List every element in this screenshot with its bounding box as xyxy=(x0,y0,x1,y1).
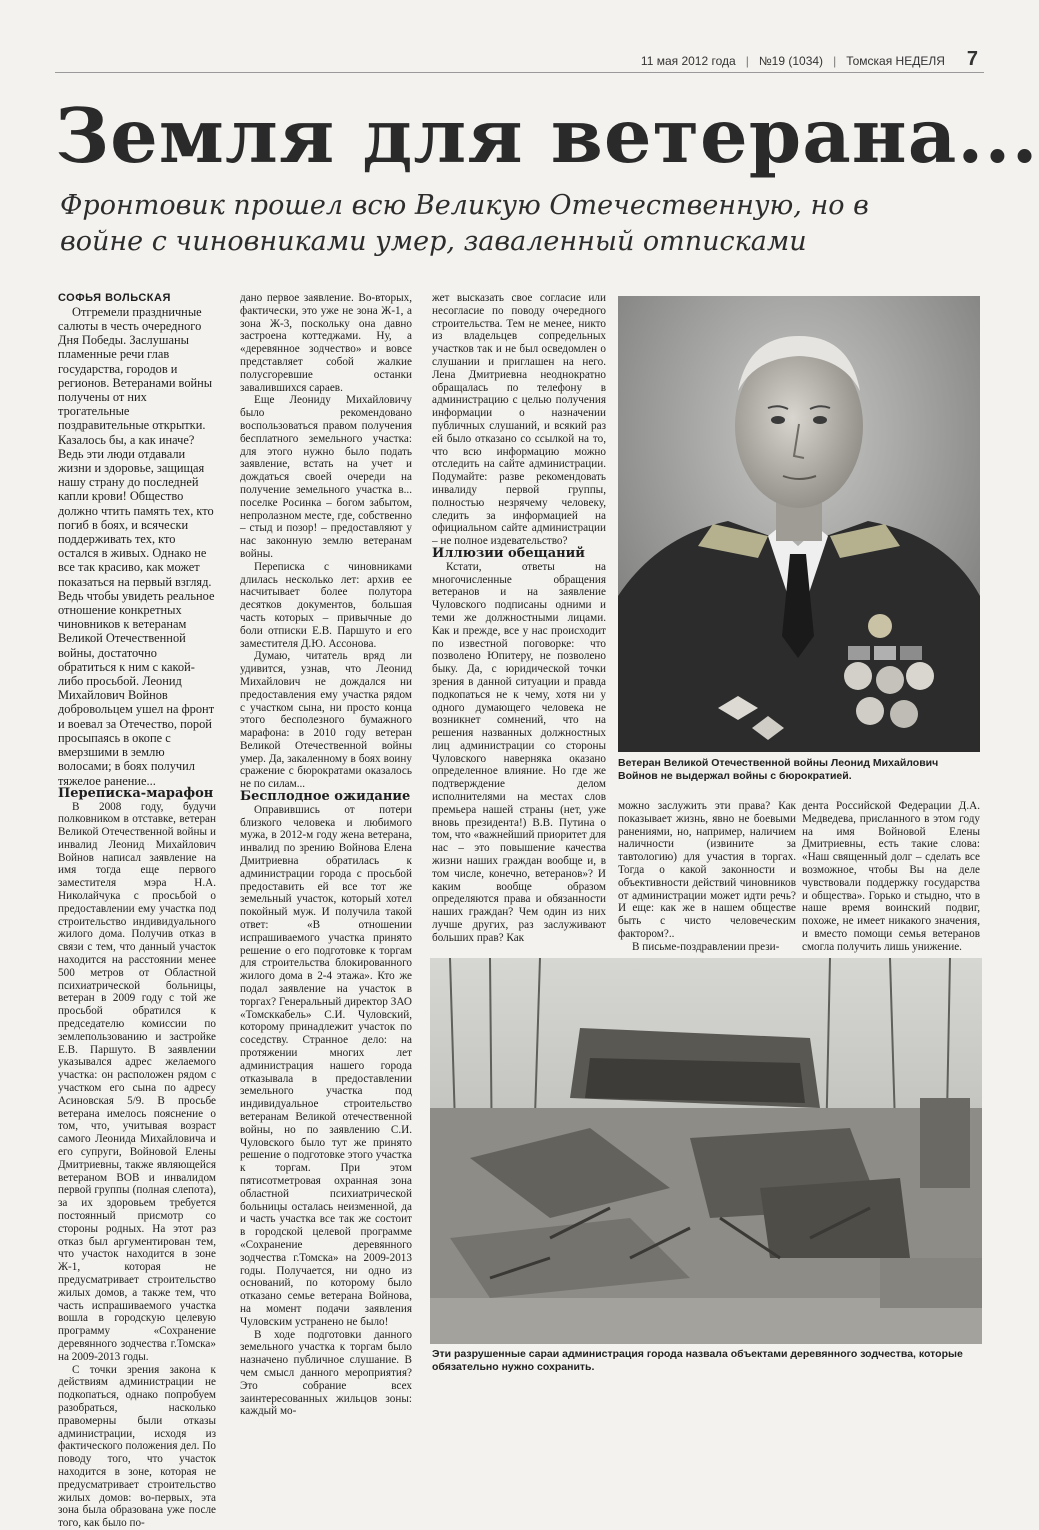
paragraph: жет высказать свое согласие или несогласие по поводу очередного строительства. Тем не менее, никто из владельцев сопредельных участков так и не был осведомлен о слушании и приглашен на него. Лена Дмитриевна неоднократно обращалась по телефону в администрацию с целью получения информации о назначении публичных слушаний, и всякий раз ей было отказано со ссылкой на то, что всю информацию можно отследить на сайте администрации. Подумайте: разве рекомендовать инвалиду первой группы, полностью незрячему человеку, следить за информацией на официальном сайте администрации – не полное издевательство? xyxy=(432,292,606,548)
paragraph: дано первое заявление. Во-вторых, фактически, это уже не зона Ж-1, а зона Ж-3, поскольку она давно застроена коттеджами. Ну, а «деревянное зодчество» и вовсе представляет собой жалкие полусгоревшие останки завалившихся сараев. xyxy=(240,292,412,394)
page-header xyxy=(641,48,978,71)
newspaper-name: Томская НЕДЕЛЯ xyxy=(846,54,945,68)
page-number: 7 xyxy=(966,48,978,70)
issue-date: 11 мая 2012 года xyxy=(640,54,736,68)
header-rule xyxy=(55,72,984,73)
header-separator: | xyxy=(745,54,749,68)
section-heading: Иллюзии обещаний xyxy=(432,545,585,561)
article-column-2 xyxy=(240,292,412,1418)
paragraph: С точки зрения закона к действиям администрации не подкопаться, однако попробуем разобраться, насколько правомерны были отказы администрации, исходя из фактического положения дел. По поводу того, что участок находится в зоне, которая не предусматривает строительство жилых домов: во-первых, эта зона была образована уже после того, как было по- xyxy=(58,1363,216,1530)
author-byline: СОФЬЯ ВОЛЬСКАЯ xyxy=(58,292,171,304)
ruined-sheds-photo xyxy=(430,958,982,1344)
section-heading: Бесплодное ожидание xyxy=(240,789,411,805)
ruined-sheds-image xyxy=(430,958,982,1344)
paragraph: можно заслужить эти права? Как показывает жизнь, явно не боевыми ранениями, но, например, наличием наличности (извините за тавтологию) для участия в торгах. Тогда о какой законности и объективности действий чиновников от администрации может идти речь? И еще: как же в нашем обществе быть с чисто человеческим фактором?.. xyxy=(618,800,796,940)
article-column-5 xyxy=(802,800,980,960)
lead-paragraph: Отгремели праздничные салюты в честь очередного Дня Победы. Заслушаны пламенные речи глав государства, городов и регионов. Ветеранами войны получены от них трогательные поздравительные открытки. Казалось бы, а как иначе? Ведь эти люди отдавали жизни и здоровье, защищая нашу страну до последней капли крови! Общество должно чтить память тех, кто погиб в боях, и всячески поддерживать тех, кто остался в живых. Однако не все так красиво, как может показаться на первый взгляд. Ведь чтобы увидеть реальное отношение конкретных чиновников к ветеранам Великой Отечественной войны, достаточно обратиться к ним с какой-либо просьбой. Леонид Михайлович Войнов добровольцем ушел на фронт и воевал за Отечество, порой просыпаясь в окопе с вмерзшими в землю волосами; в боях получил тяжелое ранение... xyxy=(58,304,215,788)
paragraph: Думаю, читатель вряд ли удивится, узнав, что Леонид Михайлович не дождался ни предоставления ему участка рядом с участком сына, ни просто конца этого бесполезного бумажного марафона: в 2010 году ветеран Великой Отечественной войны умер. Да, закаленному в боях воину сражение с бюрократами оказалось не по силам... xyxy=(240,650,412,791)
ruins-caption: Эти разрушенные сараи администрация города назвала объектами деревянного зодчества, которые обязательно нужно сохранить. xyxy=(432,1348,963,1373)
portrait-caption: Ветеран Великой Отечественной войны Леонид Михайлович Войнов не выдержал войны с бюрократией. xyxy=(618,757,939,782)
veteran-portrait-photo xyxy=(618,296,980,752)
article-column-1 xyxy=(58,292,216,1530)
paragraph: Еще Леониду Михайловичу было рекомендовано воспользоваться правом получения бесплатного земельного участка: для этого нужно было подать заявление, встать на учет и дождаться своей очереди на получение земельного участка в... поселке Росинка – богом забытом, непролазном месте, где, собственно – стыд и позор! – предоставляют у нас законную землю ветеранам войны. xyxy=(240,394,412,560)
veteran-portrait-image xyxy=(618,296,980,752)
article-column-3 xyxy=(432,292,607,944)
paragraph: Переписка с чиновниками длилась несколько лет: архив ее насчитывает более полутора десятков документов, большая часть которых – привычные до боли отписки Е.В. Паршуто и его заместителя Д.Ю. Ассонова. xyxy=(240,560,412,650)
paragraph: В письме-поздравлении прези- xyxy=(632,940,780,953)
article-subtitle: Фронтовик прошел всю Великую Отечественную, но в войне с чиновниками умер, заваленный отписками xyxy=(60,190,869,257)
paragraph: В 2008 году, будучи полковником в отставке, ветеран Великой Отечественной войны и инвалид Леонид Михайлович Войнов написал заявление на имя тогда еще первого заместителя мэра Н.А. Николайчука с просьбой о предоставлении ему участка под строительство индивидуального жилого дома. Получив отказ в связи с тем, что данный участок находится на расстоянии менее 500 метров от Областной психиатрической больницы, ветеран в 2009 году с той же просьбой обратился к председателю комиссии по землепользованию и застройке Е.В. Паршуто. В заявлении указывался адрес желаемого участка: он расположен рядом с участком его сына по адресу Асиновская 5/9. В просьбе ветерана имелось пояснение о том, что, учитывая возраст самого Леонида Михайловича и его супруги, Войновой Елены Дмитриевны, также являющейся ветераном ВОВ и инвалидом первой группы (полная слепота), за их здоровьем требуется постоянный присмотр со стороны родных. На этот раз отказ был аргументирован тем, что участок находится в зоне Ж-1, которая не предусматривает строительство жилых домов, а также тем, что часть испрашиваемого участка вошла в городскую целевую программу «Сохранение деревянного зодчества г.Томска» на 2009-2013 годы. xyxy=(58,800,216,1363)
article-column-4 xyxy=(618,800,796,960)
paragraph: Оправившись от потери близкого человека и любимого мужа, в 2012-м году жена ветерана, инвалид по зрению Войнова Елена Дмитриевна обратилась к администрации города с просьбой предоставить ей все тот же земельный участок, который хотел покойный муж. И получила такой ответ: «В отношении испрашиваемого участка принято решение о его подготовке к торгам для строительства блокированного жилого дома в 2-4 этажа». Кто же подал заявление на участок в торгах? Генеральный директор ЗАО «Томсккабель» С.И. Чуловский, которому принадлежит участок по соседству. Странное дело: на протяжении многих лет администрация нашего города отказывала в предоставлении земельного участка под индивидуальное строительство ветеранам Великой отечественной войны, но по заявлению С.И. Чуловского было тут же принято решение о подготовке этого участка к торгам. При этом пятисотметровая охранная зона областной психиатрической больницы осталась неизменной, да и часть участка все так же состоит в городской целевой программе «Сохранение деревянного зодчества г.Томска» на 2009-2013 годы. Получается, ни одно из оснований, по которому было отказано семье ветерана Войнова, на момент подачи заявления Чуловским устранено не было! xyxy=(240,803,412,1328)
issue-number: №19 (1034) xyxy=(758,54,824,68)
paragraph: Кстати, ответы на многочисленные обращения ветеранов и на заявление Чуловского подписаны одними и теми же должностными лицами. Как и прежде, все у нас происходит по известной поговорке: что позволено Юпитеру, не позволено быку. Да, с юридической точки зрения в данной ситуации и правда подкопаться не к чему, хотя ни у одного думающего человека не возникнет сомнений, что на решения названных должностных лиц администрации со стороны Чуловского наверняка оказано определенное влияние. Но где же подтверждение делом исполнителями на местах слов премьера нашей страны (нет, уже вновь президента!) В.В. Путина о том, что «важнейший приоритет для нас – это повышение качества жизни наших граждан вообще и, в том числе, конечно, ветеранов»? И каким вообще образом определяются права и обязанности наших граждан? Чем один из них лучше других, раз заслуживают больших прав? Как xyxy=(432,560,607,944)
header-separator: | xyxy=(833,54,837,68)
article-headline: Земля для ветерана... xyxy=(55,92,1039,180)
paragraph: В ходе подготовки данного земельного участка к торгам было назначено публичное слушание. В чем смысл данного мероприятия? Это собрание всех заинтересованных жильцов зоны: каждый мо- xyxy=(240,1328,412,1418)
paragraph: дента Российской Федерации Д.А. Медведева, присланного в этом году на имя Войновой Елены Дмитриевны, есть такие слова: «Наш священный долг – сделать все возможное, чтобы Вы на деле чувствовали поддержку государства и общества». Горько и стыдно, что в наше время воинский подвиг, похоже, не имеет никакого значения, и вместо помощи семья ветеранов смогла получить лишь унижение. xyxy=(802,800,980,953)
section-heading: Переписка-марафон xyxy=(58,785,214,801)
